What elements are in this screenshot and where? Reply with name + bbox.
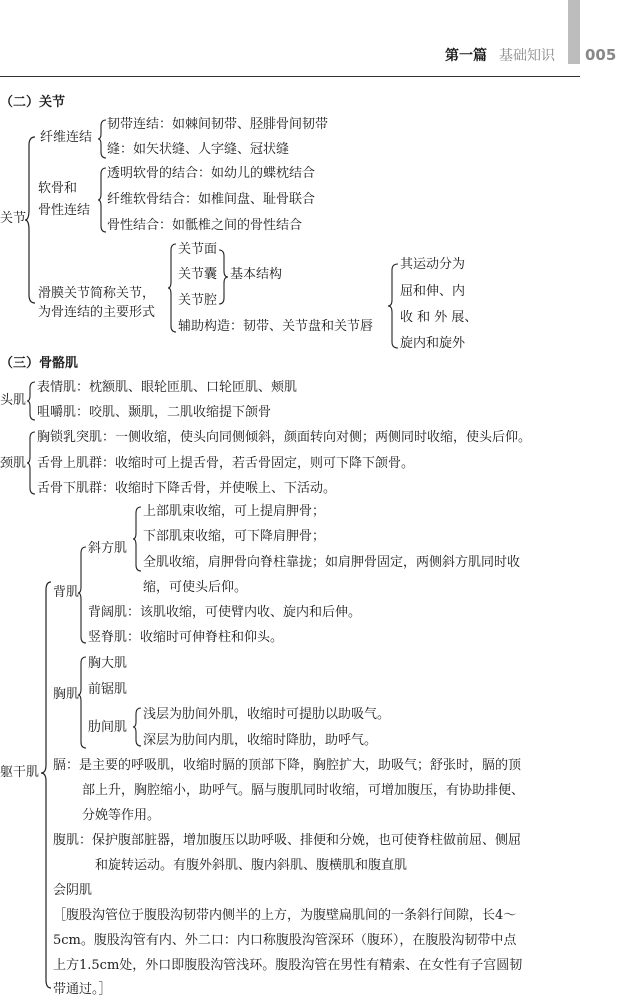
part-label: 第一篇 [445, 48, 487, 64]
section-heading-joints: （二）关节 [0, 95, 66, 110]
section-heading-muscles: （三）骨骼肌 [0, 356, 79, 371]
trapezius-item: 下部肌束收缩，可下降肩胛骨； [143, 529, 326, 544]
chapter-title: 基础知识 [499, 48, 555, 64]
basic-structure-label: 基本结构 [230, 267, 283, 282]
chest-muscle-brace [78, 655, 88, 750]
head-muscle-label: 头肌 [0, 393, 27, 408]
basic-structure-item: 关节面 [178, 242, 218, 257]
synovial-label: 滑膜关节简称关节， [38, 286, 156, 301]
page-number: 005 [585, 46, 617, 64]
inguinal-note: 5cm。腹股沟管有内、外二口：内口称腹股沟管深环（腹环），在腹股沟韧带中点 [53, 933, 517, 948]
cartilage-label: 骨性连结 [38, 203, 91, 218]
cartilage-item: 骨性结合：如骶椎之间的骨性结合 [107, 218, 303, 233]
cartilage-label: 软骨和 [38, 181, 78, 196]
neck-muscle-brace [27, 430, 37, 496]
trapezius-item: 上部肌束收缩，可上提肩胛骨； [143, 504, 326, 519]
motion-text: 旋内和旋外 [400, 336, 466, 351]
inguinal-note: 上方1.5cm处，外口即腹股沟管浅环。腹股沟管在男性有精索、在女性有子宫圆韧 [53, 958, 523, 973]
diaphragm-text: 部上升，胸腔缩小，助呼气。膈与腹肌同时收缩，可增加腹压，有协助排便、 [82, 783, 525, 798]
head-muscle-item: 咀嚼肌：咬肌、颞肌，二肌收缩提下颌骨 [37, 405, 272, 420]
fibrous-label: 纤维连结 [40, 130, 93, 145]
synovial-brace [168, 242, 178, 334]
diaphragm-text: 分娩等作用。 [82, 808, 161, 823]
chest-muscle-item: 前锯肌 [88, 682, 128, 697]
chest-muscle-label: 胸肌 [53, 687, 80, 702]
head-muscle-brace [27, 380, 37, 422]
header-rule [0, 76, 580, 77]
auxiliary-structure: 辅助构造：韧带、关节盘和关节唇 [178, 319, 374, 334]
perineal-muscle: 会阴肌 [53, 883, 93, 898]
neck-muscle-label: 颈肌 [0, 456, 27, 471]
trapezius-item: 全肌收缩，肩胛骨向脊柱靠拢；如肩胛骨固定，两侧斜方肌同时收 [143, 555, 521, 570]
cartilage-item: 纤维软骨结合：如椎间盘、耻骨联合 [107, 192, 316, 207]
trunk-muscle-brace [41, 580, 53, 990]
erector-spinae-item: 竖脊肌：收缩时可伸脊柱和仰头。 [88, 630, 284, 645]
latissimus-item: 背阔肌：该肌收缩，可使臂内收、旋内和后伸。 [88, 605, 362, 620]
trapezius-label: 斜方肌 [88, 541, 128, 556]
motion-text: 收 和 外 展、 [400, 310, 478, 325]
neck-muscle-item: 胸锁乳突肌：一侧收缩，使头向同侧倾斜，颜面转向对侧；两侧同时收缩，使头后仰。 [37, 430, 532, 445]
basic-structure-brace [219, 248, 229, 306]
chest-muscle-item: 胸大肌 [88, 656, 128, 671]
trapezius-item: 缩，可使头后仰。 [143, 580, 248, 595]
joints-root-label: 关节 [0, 211, 27, 226]
trunk-muscle-label: 躯干肌 [0, 765, 40, 780]
fibrous-item: 韧带连结：如棘间韧带、胫腓骨间韧带 [107, 117, 329, 132]
neck-muscle-item: 舌骨上肌群：收缩时可上提舌骨，若舌骨固定，则可下降下颌骨。 [37, 456, 415, 471]
page-edge-bar [568, 0, 580, 64]
neck-muscle-item: 舌骨下肌群：收缩时下降舌骨，并使喉上、下活动。 [37, 481, 337, 496]
head-muscle-item: 表情肌：枕额肌、眼轮匝肌、口轮匝肌、颊肌 [37, 380, 298, 395]
motion-brace [388, 262, 400, 350]
basic-structure-item: 关节腔 [178, 293, 218, 308]
joints-root-brace [25, 135, 39, 305]
abdominal-text: 和旋转运动。有腹外斜肌、腹内斜肌、腹横肌和腹直肌 [95, 858, 408, 873]
intercostal-label: 肋间肌 [88, 720, 128, 735]
inguinal-note: 带通过。］ [53, 982, 112, 997]
back-muscle-brace [78, 545, 88, 645]
motion-text: 其运动分为 [400, 257, 466, 272]
intercostal-item: 深层为肋间内肌，收缩时降肋，助呼气。 [143, 733, 378, 748]
synovial-label: 为骨连结的主要形式 [38, 305, 156, 320]
diaphragm-text: 膈：是主要的呼吸肌，收缩时膈的顶部下降，胸腔扩大，助吸气；舒张时，膈的顶 [53, 758, 522, 773]
cartilage-item: 透明软骨的结合：如幼儿的蝶枕结合 [107, 166, 316, 181]
inguinal-note: ［腹股沟管位于腹股沟韧带内侧半的上方，为腹壁扁肌间的一条斜行间隙，长4～ [53, 908, 517, 923]
back-muscle-label: 背肌 [53, 585, 80, 600]
fibrous-item: 缝：如矢状缝、人字缝、冠状缝 [107, 142, 290, 157]
trapezius-brace [133, 505, 143, 573]
motion-text: 屈和伸、内 [400, 284, 466, 299]
abdominal-text: 腹肌：保护腹部脏器，增加腹压以助呼吸、排便和分娩，也可使脊柱做前屈、侧屈 [53, 833, 522, 848]
basic-structure-item: 关节囊 [178, 267, 218, 282]
intercostal-brace [133, 706, 143, 748]
intercostal-item: 浅层为肋间外肌，收缩时可提肋以助吸气。 [143, 707, 391, 722]
